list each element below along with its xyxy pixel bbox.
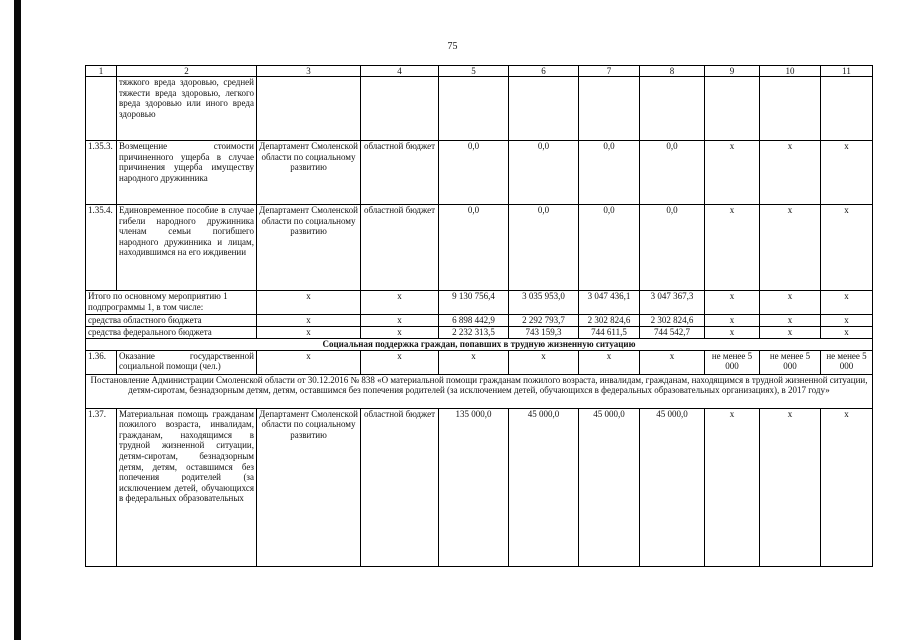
resolution-row <box>86 374 873 408</box>
section-title: Социальная поддержка граждан, попавших в трудную жизненную ситуацию <box>86 339 873 351</box>
value-year-3: 0,0 <box>640 205 705 291</box>
executor: Департамент Смоленской области по социальному развитию <box>257 205 361 291</box>
continuation-row <box>86 77 873 141</box>
indicator-1: х <box>705 141 760 205</box>
col-header: 7 <box>579 66 640 77</box>
regional-budget-row: средства областного бюджета х х 6 898 442,9 2 292 793,7 2 302 824,6 2 302 824,6 х х х <box>86 315 873 327</box>
measure-name: Единовременное пособие в случае гибели народного дружинника членам семьи погибшего народного дружинника и лицам, находившимся на его иждивении <box>117 205 257 291</box>
row-number: 1.36. <box>86 350 117 374</box>
federal-label: средства федерального бюджета <box>86 327 257 339</box>
value-year-1: 2 292 793,7 <box>509 315 579 327</box>
value-year-3: 2 302 824,6 <box>640 315 705 327</box>
measure-name: Возмещение стоимости причиненного ущерба в случае причинения ущерба имуществу народного дружинника <box>117 141 257 205</box>
value-year-1: 0,0 <box>509 205 579 291</box>
indicator-2: х <box>760 141 821 205</box>
value-year-2: 0,0 <box>579 205 640 291</box>
value-year-2: 2 302 824,6 <box>579 315 640 327</box>
value-total: 0,0 <box>439 141 509 205</box>
col-header: 8 <box>640 66 705 77</box>
value-year-3: 3 047 367,3 <box>640 291 705 315</box>
table-row-1-36: 1.36. Оказание государственной социальной помощи (чел.) х х х х х х не менее 5 000 не менее 5 000 не менее 5 000 <box>86 350 873 374</box>
value-total: 6 898 442,9 <box>439 315 509 327</box>
value-year-1: 45 000,0 <box>509 408 579 566</box>
col-header: 9 <box>705 66 760 77</box>
federal-budget-row: средства федерального бюджета х х 2 232 313,5 743 159,3 744 611,5 744 542,7 х х х <box>86 327 873 339</box>
col-header: 3 <box>257 66 361 77</box>
table-row-1-35-3 <box>86 141 873 205</box>
funding-source: областной бюджет <box>361 141 439 205</box>
col-header: 10 <box>760 66 821 77</box>
indicator-2: не менее 5 000 <box>760 350 821 374</box>
value-year-1: 743 159,3 <box>509 327 579 339</box>
resolution-text: Постановление Администрации Смоленской области от 30.12.2016 № 838 «О материальной помощи гражданам пожилого возраста, инвалидам, гражданам, находящимся в трудной жизненной ситуации, детям-сиротам, безнадзорным детям, детям, оставшимся без попечения родителей (за исключением детей, обучающихся в федеральных образовательных организациях), в 2017 году» <box>86 374 873 408</box>
value-year-1: 0,0 <box>509 141 579 205</box>
row-number: 1.35.3. <box>86 141 117 205</box>
col-header: 4 <box>361 66 439 77</box>
col-header: 1 <box>86 66 117 77</box>
value-year-3: 45 000,0 <box>640 408 705 566</box>
col-header: 5 <box>439 66 509 77</box>
page-number: 75 <box>447 41 458 52</box>
value-year-1: 3 035 953,0 <box>509 291 579 315</box>
indicator-2: х <box>760 205 821 291</box>
col-header: 11 <box>821 66 873 77</box>
continuation-text: тяжкого вреда здоровью, средней тяжести вреда здоровью, легкого вреда здоровью или иного вреда здоровью <box>117 77 257 141</box>
value-year-2: 0,0 <box>579 141 640 205</box>
total-row: Итого по основному мероприятию 1 подпрограммы 1, в том числе: х х 9 130 756,4 3 035 953,0 3 047 436,1 3 047 367,3 х х х <box>86 291 873 315</box>
col-header: 6 <box>509 66 579 77</box>
value-total: 2 232 313,5 <box>439 327 509 339</box>
value-year-3: 744 542,7 <box>640 327 705 339</box>
value-year-2: 45 000,0 <box>579 408 640 566</box>
total-label: Итого по основному мероприятию 1 подпрограммы 1, в том числе: <box>86 291 257 315</box>
measure-name: Материальная помощь гражданам пожилого возраста, инвалидам, гражданам, находящимся в трудной жизненной ситуации, детям-сиротам, безнадзорным детям, детям, оставшимся без попечения родителей (за исключением детей, обучающихся в федеральных образовательных <box>117 408 257 566</box>
indicator-2: х <box>760 408 821 566</box>
indicator-1: х <box>705 205 760 291</box>
value-total: 9 130 756,4 <box>439 291 509 315</box>
indicator-3: х <box>821 205 873 291</box>
value-total: 135 000,0 <box>439 408 509 566</box>
indicator-1: не менее 5 000 <box>705 350 760 374</box>
header-row <box>86 66 873 77</box>
executor: Департамент Смоленской области по социальному развитию <box>257 141 361 205</box>
scan-edge-bar <box>14 0 21 640</box>
measure-name: Оказание государственной социальной помощи (чел.) <box>117 350 257 374</box>
col-header: 2 <box>117 66 257 77</box>
indicator-3: х <box>821 141 873 205</box>
regional-label: средства областного бюджета <box>86 315 257 327</box>
executor: Департамент Смоленской области по социальному развитию <box>257 408 361 566</box>
section-heading-row <box>86 339 873 351</box>
indicator-1: х <box>705 408 760 566</box>
value-total: 0,0 <box>439 205 509 291</box>
indicator-3: не менее 5 000 <box>821 350 873 374</box>
budget-table <box>85 65 873 567</box>
value-year-2: 744 611,5 <box>579 327 640 339</box>
value-year-3: 0,0 <box>640 141 705 205</box>
indicator-3: х <box>821 408 873 566</box>
table-row-1-35-4 <box>86 205 873 291</box>
funding-source: областной бюджет <box>361 205 439 291</box>
funding-source: областной бюджет <box>361 408 439 566</box>
table-row-1-37 <box>86 408 873 566</box>
row-number: 1.35.4. <box>86 205 117 291</box>
row-number: 1.37. <box>86 408 117 566</box>
value-year-2: 3 047 436,1 <box>579 291 640 315</box>
